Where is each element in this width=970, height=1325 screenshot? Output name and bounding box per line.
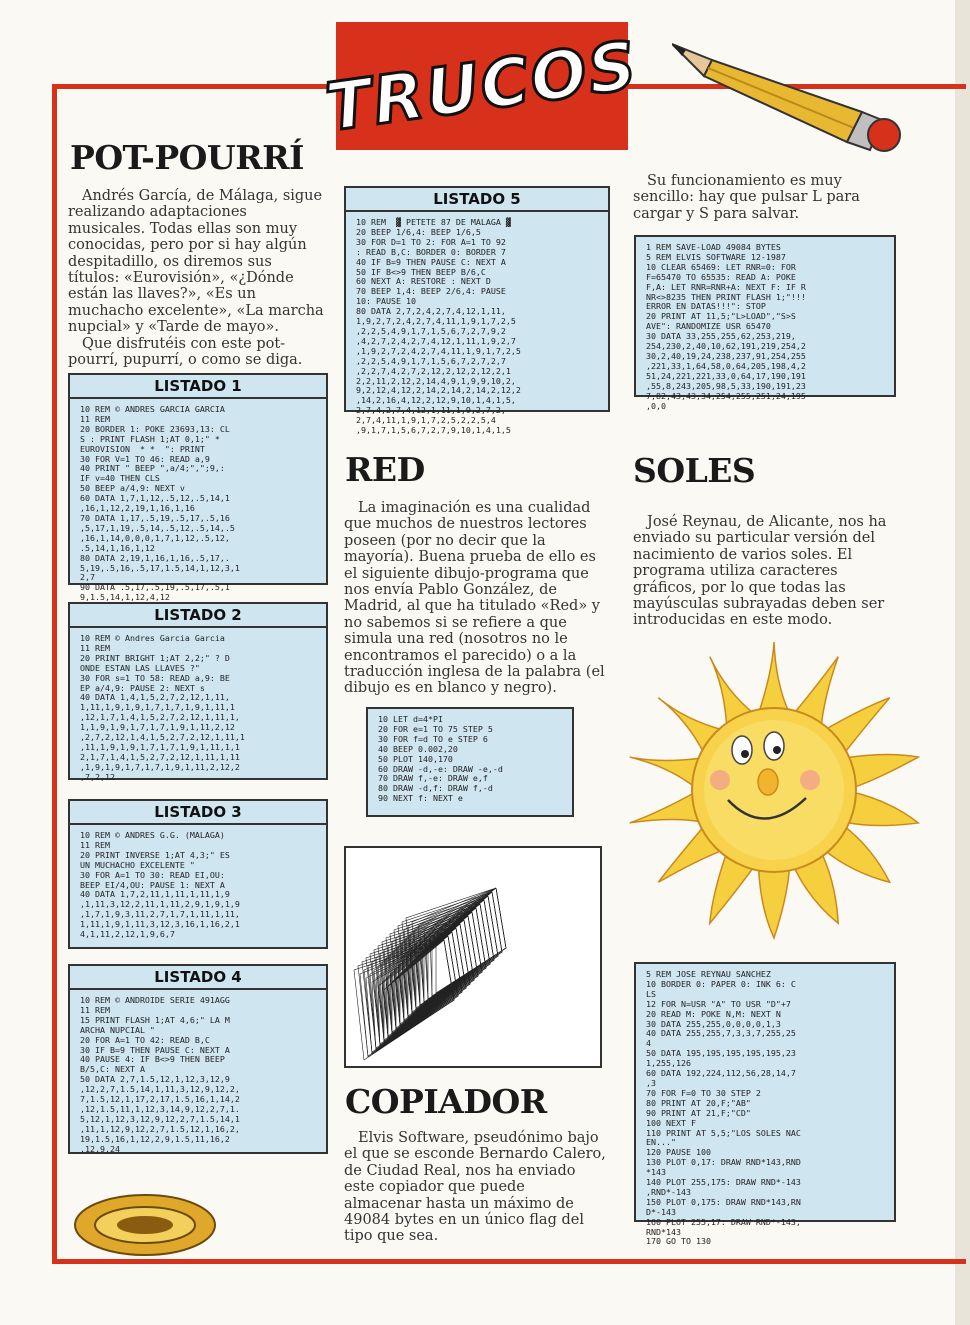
listing-2-code: 10 REM © Andres Garcia Garcia 11 REM 20 PRINT BRIGHT 1;AT 2,2;" ? D ONDE ESTAN LAS LLAVES ?" 30 FOR s=1 TO 58: READ a,9: BE EP a/4,9: PAUSE 2: NEXT s 40 DATA 1,4,1,5,2,7,2,12,1,11, 1,11,1,9,1,9,1,7,1,7,1,9,1,11,1 ,12,1,7,1,4,1,5,2,7,2,12,1,11,1, 1,1,9,1,9,1,7,1,7,1,9,1,11,2,12 ,2,7,2,12,1,4,1,5,2,7,2,12,1,11,1 ,11,1,9,1,9,1,7,1,7,1,9,1,11,1,1 2,1,7,1,4,1,5,2,7,2,12,1,11,1,11 ,1,9,1,9,1,7,1,7,1,9,1,11,2,12,2 ,7,2,12 — [80, 633, 245, 782]
red-paragraph: La imaginación es una cualidad que muchos de nuestros lectores poseen (por no decir que la mayoría). Buena prueba de ello es el siguiente dibujo-programa que nos envía Pablo González, de Madrid, al que ha titulado «Red» y no sabemos si se refiere a que simula una red (nosotros no le encontramos el parecido) o a la traducción inglesa de la palabra (el dibujo es en blanco y negro). — [344, 500, 605, 697]
copiador-title: COPIADOR — [345, 1082, 547, 1121]
copiador-code: 1 REM SAVE-LOAD 49084 BYTES 5 REM ELVIS SOFTWARE 12-1987 10 CLEAR 65469: LET RNR=0: FOR F=65470 TO 65535: READ A: POKE F,A: LET RNR=RNR+A: NEXT F: IF R NR<>8235 THEN PRINT FLASH 1;"!!! ERROR EN DATAS!!!": STOP 20 PRINT AT 11,5;"L>LOAD","S>S AVE": RANDOMIZE USR 65470 30 DATA 33,255,255,62,253,219, 254,230,2,40,10,62,191,219,254,2 30,2,40,19,24,238,237,91,254,255 ,221,33,1,64,58,0,64,205,198,4,2 51,24,221,221,33,0,64,17,190,191 ,55,8,243,205,98,5,33,190,191,23 7,82,43,43,34,254,255,251,24,195 ,0,0 — [646, 242, 806, 411]
listing-5-code: 10 REM ▓ PETETE 87 DE MALAGA ▓ 20 BEEP 1/6,4: BEEP 1/6,5 30 FOR D=1 TO 2: FOR A=1 TO 92 : READ B,C: BORDER 0: BORDER 7 40 IF B=9 THEN PAUSE C: NEXT A 50 IF B<>9 THEN BEEP B/6,C 60 NEXT A: RESTORE : NEXT D 70 BEEP 1,4: BEEP 2/6,4: PAUSE 10: PAUSE 10 80 DATA 2,7,2,4,2,7,4,12,1,11, 1,9,2,7,2,4,2,7,4,11,1,9,1,7,2,5 ,2,2,5,4,9,1,7,1,5,6,7,2,7,9,2 ,4,2,7,2,4,2,7,4,12,1,11,1,9,2,7 ,1,9,2,7,2,4,2,7,4,11,1,9,1,7,2,5 ,2,2,5,4,9,1,7,1,5,6,7,2,7,2,7 ,2,2,7,4,2,7,2,12,2,12,2,12,2,1 2,2,11,2,12,2,14,4,9,1,9,9,10,2, 9,2,12,4,12,2,14,2,14,2,14,2,12,2 ,14,2,16,4,12,2,12,9,10,1,4,1,5, 2,7,4,2,7,4,12,1,11,1,9,2,7,2, 2,7,4,11,1,9,1,7,2,5,2,2,5,4 ,9,1,7,1,5,6,7,2,7,9,10,1,4,1,5 — [356, 217, 521, 436]
sun-ray — [759, 642, 790, 714]
listing-4-code: 10 REM © ANDROIDE SERIE 491AGG 11 REM 15 PRINT FLASH 1;AT 4,6;" LA M ARCHA NUPCIAL " 20 FOR A=1 TO 42: READ B,C 30 IF B=9 THEN PAUSE C: NEXT A 40 PAUSE 4: IF B<>9 THEN BEEP B/5,C: NEXT A 50 DATA 2,7,1.5,12,1,12,3,12,9 ,12,2,7,1.5,14,1,11,3,12,9,12,2, 7,1.5,12,1,17,2,17,1.5,16,1,14,2 ,12,1.5,11,1,12,3,14,9,12,2,7,1. 5,12,1,12,3,12,9,12,2,7,1.5,14,1 ,11,1,12,9,12,2,7,1.5,12,1,16,2, 19,1.5,16,1,12,2,9,1.5,11,16,2 ,12,9,24 — [80, 995, 240, 1154]
soles-title: SOLES — [633, 451, 756, 490]
listing-4 — [68, 964, 328, 1154]
net-drawing — [346, 848, 600, 1066]
pencil-illustration — [672, 42, 902, 152]
soles-paragraph: José Reynau, de Alicante, nos ha enviado su particular versión del nacimiento de varios soles. El programa utiliza caracteres gráficos, por lo que todas las mayúsculas subrayadas deben ser introducidas en este modo. — [633, 514, 887, 629]
red-title: RED — [345, 450, 425, 489]
soles-code: 5 REM JOSE REYNAU SANCHEZ 10 BORDER 0: PAPER 0: INK 6: C LS 12 FOR N=USR "A" TO USR "D"+7 20 READ M: POKE N,M: NEXT N 30 DATA 255,255,0,0,0,0,1,3 40 DATA 255,255,7,3,3,7,255,25 4 50 DATA 195,195,195,195,195,23 1,255,126 60 DATA 192,224,112,56,28,14,7 ,3 70 FOR F=0 TO 30 STEP 2 80 PRINT AT 20,F;"AB" 90 PRINT AT 21,F;"CD" 100 NEXT F 110 PRINT AT 5,5;"LOS SOLES NAC EN..." 120 PAUSE 100 130 PLOT 0,17: DRAW RND*143,RND *143 140 PLOT 255,175: DRAW RND*-143 ,RND*-143 150 PLOT 0,175: DRAW RND*143,RN D*-143 160 PLOT 255,17: DRAW RND*-143, RND*143 170 GO TO 130 — [646, 969, 801, 1247]
potpourri-paragraph-1: Andrés García, de Málaga, sigue realizando adaptaciones musicales. Todas ellas son muy conocidas, pero por si hay algún despitadillo, os diremos sus títulos: «Eurovisión», «¿Dónde están las llaves?», «Es un muchacho excelente», «La marcha nupcial» y «Tarde de mayo». — [68, 188, 324, 336]
listing-3-title: LISTADO 3 — [70, 801, 326, 825]
listing-2 — [68, 602, 328, 780]
listing-3-code: 10 REM © ANDRES G.G. (MALAGA) 11 REM 20 PRINT INVERSE 1;AT 4,3;" ES UN MUCHACHO EXCELENTE " 30 FOR A=1 TO 30: READ EI,OU: BEEP EI/4,OU: PAUSE 1: NEXT A 40 DATA 1,7,2,11,1,11,1,11,1,9 ,1,11,3,12,2,11,1,11,2,9,1,9,1,9 ,1,7,1,9,3,11,2,7,1,7,1,11,1,11, 1,11,1,9,1,11,3,12,3,16,1,16,2,1 4,1,11,2,12,1,9,6,7 — [80, 830, 240, 940]
copiador-listing — [634, 235, 896, 411]
funcionamiento-text — [633, 173, 895, 222]
listing-1-title: LISTADO 1 — [70, 375, 326, 399]
copiador-text — [344, 1130, 606, 1245]
potpourri-text — [68, 188, 326, 368]
red-text — [344, 500, 606, 697]
listing-1 — [68, 373, 328, 603]
listing-2-title: LISTADO 2 — [70, 604, 326, 628]
funcionamiento-paragraph: Su funcionamiento es muy sencillo: hay que pulsar L para cargar y S para salvar. — [633, 173, 860, 222]
soles-listing — [634, 962, 896, 1247]
soles-text — [633, 514, 895, 629]
listing-5-title: LISTADO 5 — [346, 188, 608, 212]
red-code: 10 LET d=4*PI 20 FOR e=1 TO 75 STEP 5 30 FOR f=d TO e STEP 6 40 BEEP 0.002,20 50 PLOT 140,170 60 DRAW -d,-e: DRAW -e,-d 70 DRAW f,-e: DRAW e,f 80 DRAW -d,f: DRAW f,-d 90 NEXT f: NEXT e — [378, 714, 503, 804]
potpourri-title: POT-POURRÍ — [70, 138, 304, 177]
red-drawing — [344, 846, 602, 1068]
listing-1-code: 10 REM © ANDRES GARCIA GARCIA 11 REM 20 BORDER 1: POKE 23693,13: CL S : PRINT FLASH 1;AT 0,1;" * EUROVISION * * ": PRINT 30 FOR V=1 TO 46: READ a,9 40 PRINT " BEEP ",a/4;",";9,: IF v=40 THEN CLS 50 BEEP a/4,9: NEXT v 60 DATA 1,7,1,12,.5,12,.5,14,1 ,16,1,12,2,19,1,16,1,16 70 DATA 1,17,.5,19,.5,17,.5,16 ,5,17,1,19,.5,14,.5,12,.5,14,.5 ,16,1,14,0,0,0,1,7,1,12,.5,12, .5,14,1,16,1,12 80 DATA 2,19,1,16,1,16,.5,17,. 5,19,.5,16,.5,17,1.5,14,1,12,3,1 2,7 90 DATA .5,17,.5,19,.5,17,.5,1 9,1.5,14,1,12,4,12 — [80, 404, 240, 603]
sun-ray — [759, 866, 790, 938]
red-listing — [366, 707, 574, 817]
listing-4-title: LISTADO 4 — [70, 966, 326, 990]
section-title: TRUCOS — [321, 26, 643, 146]
copiador-paragraph: Elvis Software, pseudónimo bajo el que se esconde Bernardo Calero, de Ciudad Real, nos ha enviado este copiador que puede almacenar hasta un máximo de 49084 bytes en un único flag del tipo que sea. — [344, 1130, 606, 1245]
listing-5 — [344, 186, 610, 436]
listing-3 — [68, 799, 328, 949]
tuba-illustration — [70, 1150, 220, 1260]
sun-illustration — [624, 630, 924, 950]
potpourri-paragraph-2: Que disfrutéis con este pot-pourrí, pupurrí, o como se diga. — [68, 335, 303, 369]
